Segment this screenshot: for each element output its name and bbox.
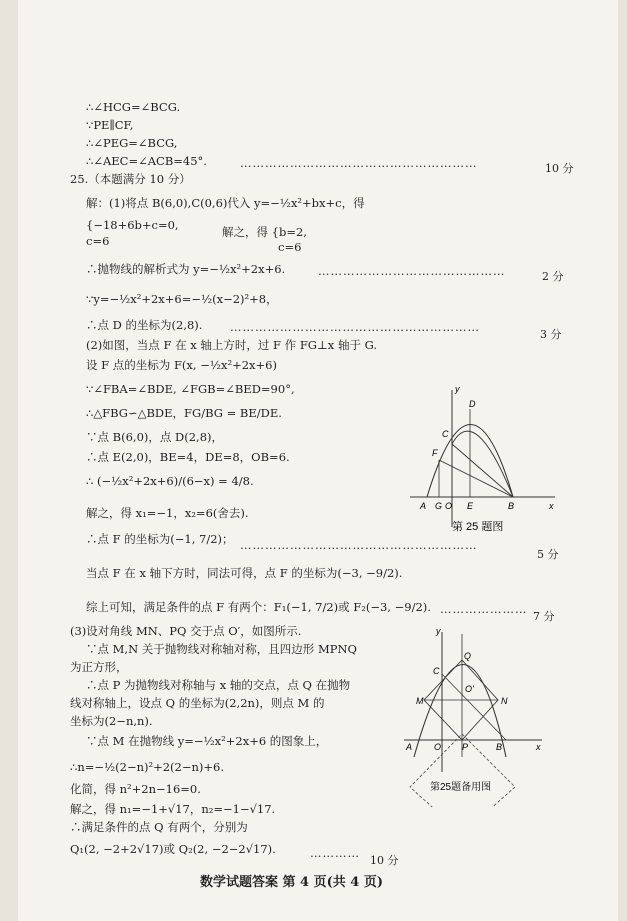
- score-mark: 10 分: [545, 162, 574, 175]
- step-line: ∴点 E(2,0)，BE=4，DE=8，OB=6.: [86, 450, 290, 464]
- step-line: 为正方形，: [70, 660, 128, 674]
- step-line: Q₁(2, −2+2√17)或 Q₂(2, −2−2√17).: [70, 842, 276, 856]
- label-n: N: [501, 696, 508, 706]
- step-line: 解：(1)将点 B(6,0),C(0,6)代入 y=−½x²+bx+c，得: [86, 196, 365, 210]
- label-e: E: [467, 501, 474, 511]
- score-leader: …………: [310, 846, 360, 860]
- segment-fb: [439, 460, 513, 497]
- label-g: G: [435, 501, 443, 511]
- page-footer: 数学试题答案 第 4 页(共 4 页): [200, 875, 384, 890]
- figure-caption: 第 25 题图: [452, 521, 504, 533]
- figure-caption: 第25题备用图: [430, 782, 492, 793]
- score-leader: ……………………………………………………: [230, 320, 480, 334]
- segment-cb: [452, 444, 513, 497]
- step-line: ∴n=−½(2−n)²+2(2−n)+6.: [70, 760, 224, 774]
- step-line: ∴抛物线的解析式为 y=−½x²+2x+6.: [86, 262, 286, 276]
- solution-system-line2: c=6: [278, 240, 302, 254]
- step-line: ∴∠PEG=∠BCG,: [86, 136, 178, 150]
- step-line: ∴ (−½x²+2x+6)/(6−x) = 4/8.: [86, 474, 254, 488]
- label-m: M: [416, 696, 424, 706]
- label-o-prime: O': [465, 684, 474, 694]
- label-o: O: [434, 742, 442, 752]
- score-leader: ………………………………………: [318, 264, 506, 278]
- label-y: y: [455, 384, 460, 394]
- score-mark: 2 分: [542, 270, 564, 283]
- label-d: D: [469, 399, 476, 409]
- figure-25-diagram: [405, 382, 565, 537]
- label-q: Q: [464, 651, 472, 661]
- label-c: C: [442, 429, 449, 439]
- step-line: 当点 F 在 x 轴下方时，同法可得，点 F 的坐标为(−3, −9/2).: [86, 566, 403, 580]
- label-b: B: [496, 742, 503, 752]
- score-leader: …………………………………………………: [240, 538, 478, 552]
- score-mark: 5 分: [537, 548, 559, 561]
- step-line: ∵点 M 在抛物线 y=−½x²+2x+6 的图象上，: [86, 734, 328, 748]
- score-mark: 7 分: [533, 610, 555, 623]
- step-line: 线对称轴上，设点 Q 的坐标为(2,2n)，则点 M 的: [70, 696, 325, 710]
- step-line: (3)设对角线 MN、PQ 交于点 O′，如图所示.: [70, 624, 302, 638]
- label-x: x: [536, 742, 541, 752]
- label-a: A: [420, 501, 427, 511]
- label-o: O: [445, 501, 453, 511]
- solution-system: 解之，得 {b=2,: [222, 225, 307, 239]
- equation-system: {−18+6b+c=0,: [86, 218, 179, 232]
- score-leader: …………………: [440, 602, 528, 616]
- step-line: ∵∠FBA=∠BDE, ∠FGB=∠BED=90°,: [86, 382, 295, 396]
- parabola-curve: [414, 665, 506, 758]
- step-line: ∴△FBG∽△BDE，FG/BG = BE/DE.: [86, 406, 282, 420]
- step-line: ∴满足条件的点 Q 有两个，分别为: [70, 820, 248, 834]
- score-mark: 3 分: [540, 328, 562, 341]
- step-line: ∴点 F 的坐标为(−1, 7/2)；: [86, 532, 234, 546]
- label-c: C: [433, 666, 440, 676]
- step-line: 化简，得 n²+2n−16=0.: [70, 782, 201, 796]
- step-line: ∵点 B(6,0)，点 D(2,8)，: [86, 430, 224, 444]
- step-line: 综上可知，满足条件的点 F 有两个：F₁(−1, 7/2)或 F₂(−3, −9/2).: [86, 600, 431, 614]
- step-line: ∴点 D 的坐标为(2,8).: [86, 318, 203, 332]
- step-line: 设 F 点的坐标为 F(x, −½x²+2x+6): [86, 358, 277, 372]
- step-line: 解之，得 n₁=−1+√17，n₂=−1−√17.: [70, 802, 276, 816]
- label-b: B: [508, 501, 515, 511]
- question-heading: 25.（本题满分 10 分）: [70, 172, 191, 186]
- label-a: A: [406, 742, 413, 752]
- score-leader: …………………………………………………: [240, 156, 478, 170]
- step-line: ∴点 P 为抛物线对称轴与 x 轴的交点，点 Q 在抛物: [86, 678, 351, 692]
- step-line: ∴∠AEC=∠ACB=45°.: [86, 154, 207, 168]
- step-line: ∵PE∥CF,: [86, 118, 134, 132]
- label-f: F: [432, 448, 438, 458]
- figure-25-backup-diagram: [402, 622, 552, 807]
- segment-cb: [442, 674, 506, 740]
- step-line: (2)如图，当点 F 在 x 轴上方时，过 F 作 FG⊥x 轴于 G.: [86, 338, 378, 352]
- equation-system-line2: c=6: [86, 234, 110, 248]
- step-line: ∵y=−½x²+2x+6=−½(x−2)²+8，: [86, 292, 278, 306]
- step-line: 解之，得 x₁=−1，x₂=6(舍去).: [86, 506, 249, 520]
- label-y: y: [436, 626, 441, 636]
- step-line: 坐标为(2−n,n).: [70, 714, 153, 728]
- label-p: P: [462, 742, 469, 752]
- score-mark: 10 分: [370, 854, 399, 867]
- arc-line: [452, 431, 513, 497]
- step-line: ∴∠HCG=∠BCG.: [86, 100, 181, 114]
- step-line: ∵点 M,N 关于抛物线对称轴对称，且四边形 MPNQ: [86, 642, 357, 656]
- label-x: x: [549, 501, 554, 511]
